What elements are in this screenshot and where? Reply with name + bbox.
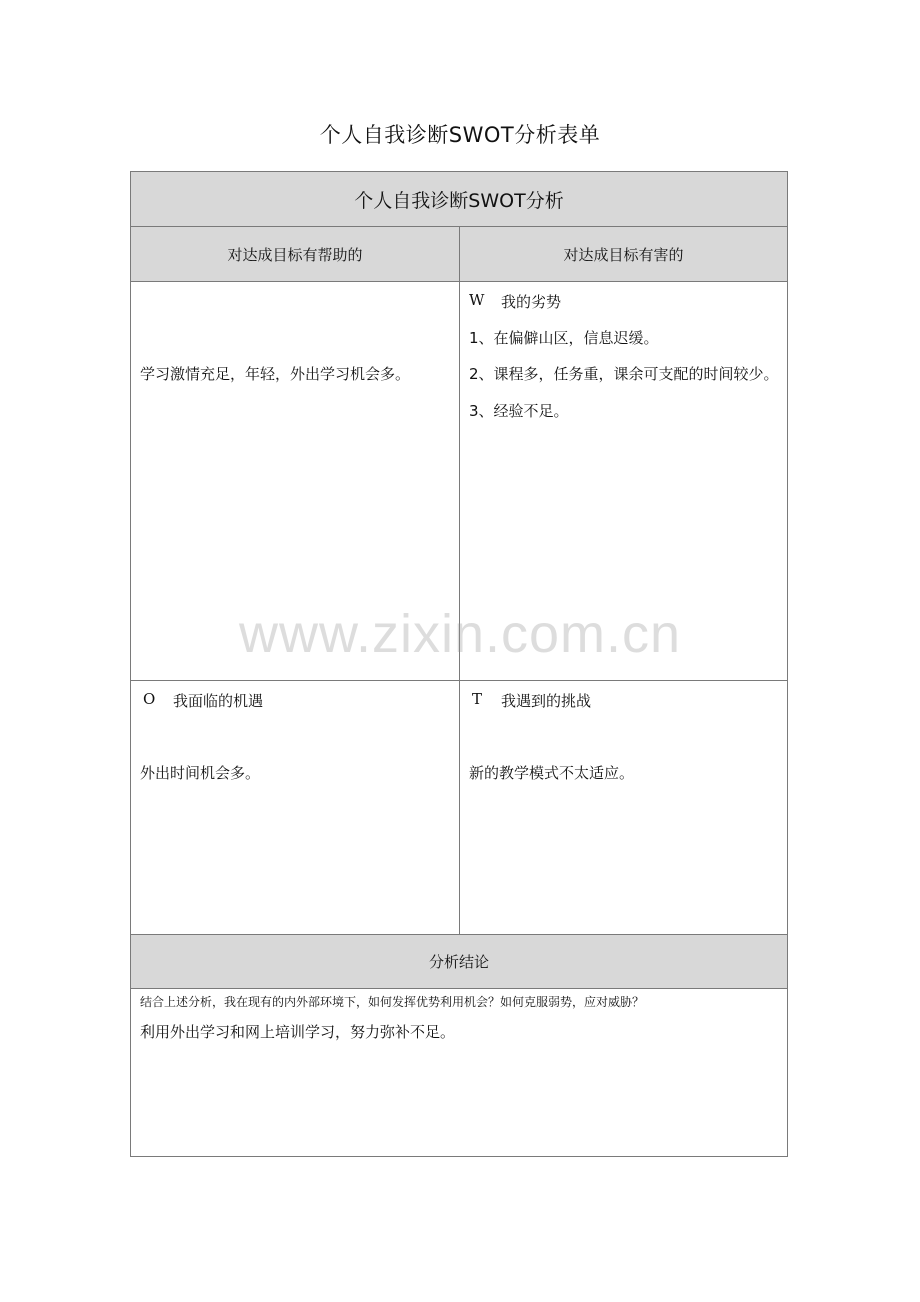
weakness-item: 3、经验不足。	[469, 402, 569, 420]
helpful-column-header	[131, 227, 460, 282]
document-title: 个人自我诊断SWOT分析表单	[319, 123, 601, 147]
strengths-cell	[131, 282, 460, 681]
swot-table	[130, 171, 788, 1157]
threats-heading: 我遇到的挑战	[501, 692, 592, 710]
conclusion-header-text: 分析结论	[428, 953, 489, 971]
conclusion-prompt: 结合上述分析，我在现有的内外部环境下，如何发挥优势利用机会？如何克服弱势，应对威胁？	[140, 995, 645, 1009]
conclusion-cell	[131, 989, 787, 1156]
weakness-item: 2、课程多，任务重，课余可支配的时间较少。	[469, 365, 779, 383]
table-main-header-text: 个人自我诊断SWOT分析	[354, 189, 564, 212]
helpful-column-header-text: 对达成目标有帮助的	[227, 245, 363, 264]
threats-letter: T	[472, 690, 483, 708]
threats-text: 新的教学模式不太适应。	[469, 764, 635, 782]
opportunities-cell	[131, 681, 460, 935]
harmful-column-header	[460, 227, 787, 282]
table-main-header	[131, 172, 787, 227]
weaknesses-cell	[460, 282, 787, 681]
harmful-column-header-text: 对达成目标有害的	[563, 245, 684, 264]
opportunities-letter: O	[143, 690, 156, 708]
opportunities-heading: 我面临的机遇	[173, 692, 264, 710]
watermark: www.zixin.com.cn	[238, 604, 682, 664]
conclusion-header	[131, 935, 787, 989]
weaknesses-heading: 我的劣势	[501, 293, 562, 311]
weaknesses-letter: W	[469, 291, 485, 309]
weakness-item: 1、在偏僻山区，信息迟缓。	[469, 329, 659, 347]
strengths-text: 学习激情充足，年轻，外出学习机会多。	[140, 365, 411, 383]
opportunities-text: 外出时间机会多。	[140, 764, 261, 782]
conclusion-answer: 利用外出学习和网上培训学习，努力弥补不足。	[140, 1023, 456, 1041]
threats-cell	[460, 681, 787, 935]
